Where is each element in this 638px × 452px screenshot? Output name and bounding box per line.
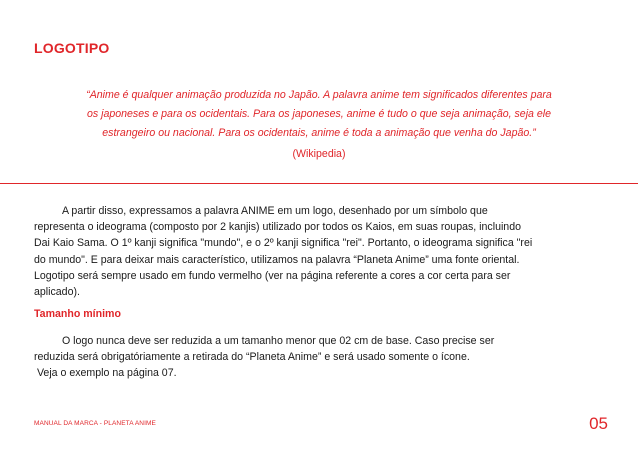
page-title: LOGOTIPO bbox=[34, 40, 110, 56]
section-paragraph bbox=[34, 333, 606, 382]
body-line: Veja o exemplo na página 07. bbox=[34, 367, 177, 380]
quote-line: os japoneses e para os ocidentais. Para os japoneses, anime é tudo o que seja animação, seja ele bbox=[86, 108, 552, 120]
body-line: A partir disso, expressamos a palavra ANIME em um logo, desenhado por um símbolo que bbox=[62, 205, 488, 217]
page-number: 05 bbox=[589, 414, 608, 433]
body-line: Logotipo será sempre usado em fundo vermelho (ver na página referente a cores a cor certa para ser bbox=[34, 269, 511, 282]
section-divider bbox=[0, 183, 638, 184]
body-paragraph bbox=[34, 203, 606, 300]
footer-label: MANUAL DA MARCA - PLANETA ANIME bbox=[34, 420, 156, 427]
quote-line: “Anime é qualquer animação produzida no Japão. A palavra anime tem significados diferentes para bbox=[86, 89, 552, 101]
body-line: do mundo". E para deixar mais característico, utilizamos na palavra “Planeta Anime” uma fonte oriental. bbox=[34, 253, 520, 266]
body-line: representa o ideograma (composto por 2 kanjis) utilizado por todos os Kaios, em suas roupas, incluindo bbox=[34, 221, 521, 234]
quote-source: (Wikipedia) bbox=[292, 148, 346, 160]
quote-line: estrangeiro ou nacional. Para os ocidentais, anime é toda a animação que venha do Japão.” bbox=[102, 127, 536, 139]
section-heading: Tamanho mínimo bbox=[34, 308, 121, 320]
body-line: aplicado). bbox=[34, 286, 80, 299]
body-line: O logo nunca deve ser reduzida a um tamanho menor que 02 cm de base. Caso precise ser bbox=[62, 335, 495, 347]
quote-block bbox=[40, 86, 598, 143]
body-line: reduzida será obrigatóriamente a retirada do “Planeta Anime” e será usado somente o ícone. bbox=[34, 351, 470, 364]
body-line: Dai Kaio Sama. O 1º kanji significa "mundo", e o 2º kanji significa "rei". Portanto, o ideograma significa "rei bbox=[34, 237, 533, 250]
